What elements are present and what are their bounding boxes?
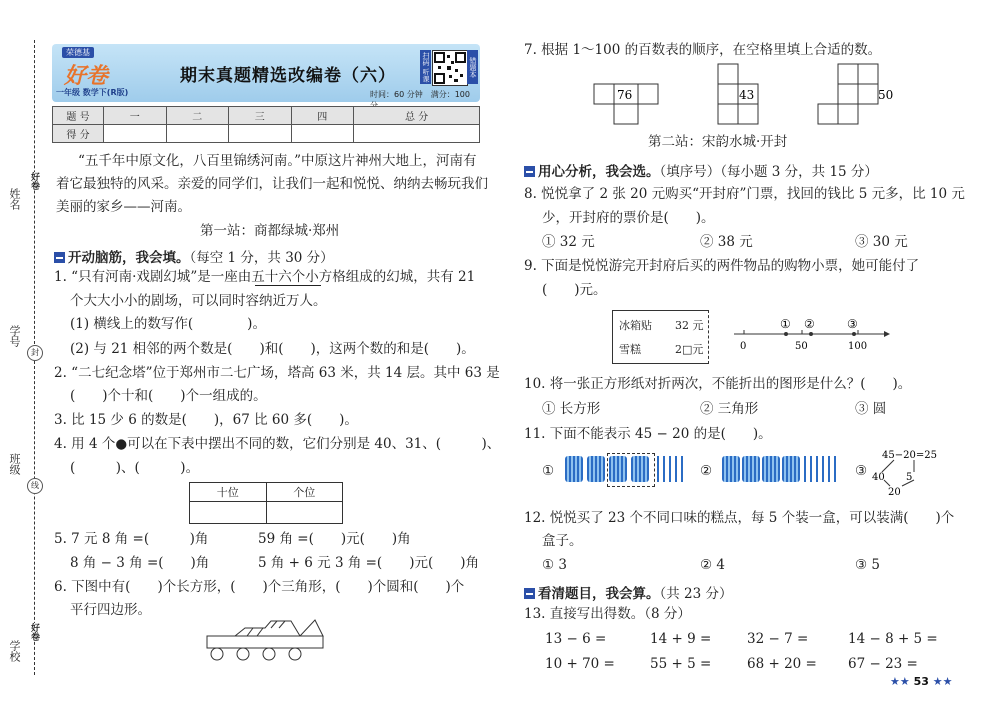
time-score: 时间：60 分钟 满分：100 分 xyxy=(370,90,470,110)
score-input[interactable] xyxy=(354,125,480,143)
station-title: 第二站：宋韵水城·开封 xyxy=(648,134,788,150)
qr-code-icon[interactable] xyxy=(432,50,468,86)
option[interactable]: ① 长方形 xyxy=(542,401,601,417)
calc-item: 32 − 7 = xyxy=(747,631,809,647)
score-input[interactable] xyxy=(229,125,292,143)
question-10: 10. 将一张正方形纸对折两次，不能折出的图形是什么？( )。 xyxy=(524,376,912,392)
table-cell: 得 分 xyxy=(53,125,104,143)
brand-stamp-1: 好卷 xyxy=(29,172,39,190)
stick-bundles-1 xyxy=(565,453,690,486)
hundred-chart-puzzles xyxy=(590,62,910,130)
intro-line: 美丽的家乡——河南。 xyxy=(56,199,191,215)
star-icon: ★★ xyxy=(890,675,910,688)
school-label: 学校 xyxy=(8,640,21,662)
question-13: 13. 直接写出得数。（8 分） xyxy=(524,606,691,622)
score-table xyxy=(52,106,480,143)
question-4: 4. 用 4 个●可以在下表中摆出不同的数，它们分别是 40、31、( )、 xyxy=(54,436,501,452)
question-5b: 59 角 =( )元( )角 xyxy=(258,531,411,547)
question-3: 3. 比 15 少 6 的数是( )，67 比 60 多( )。 xyxy=(54,412,358,428)
question-1-line: 个大大小小的剧场，可以同时容纳近万人。 xyxy=(70,293,327,309)
table-header: 个位 xyxy=(266,483,343,502)
score-table-row xyxy=(53,125,480,143)
question-7: 7. 根据 1～100 的百数表的顺序，在空格里填上合适的数。 xyxy=(524,42,882,58)
question-6: 6. 下图中有( )个长方形，( )个三角形，( )个圆和( )个 xyxy=(54,579,465,595)
axis-label: 100 xyxy=(848,341,868,352)
question-4-line: ( )、( )。 xyxy=(70,460,200,476)
question-2-line: ( )个十和( )个一组成的。 xyxy=(70,388,267,404)
table-cell[interactable] xyxy=(190,502,267,524)
header-banner xyxy=(52,44,480,110)
place-value-table xyxy=(189,482,343,524)
puzzle-number: 43 xyxy=(739,88,755,102)
question-12-line: 盒子。 xyxy=(542,533,583,549)
question-5c: 8 角 − 3 角 =( )角 xyxy=(70,555,210,571)
option[interactable]: ③ 5 xyxy=(855,557,880,573)
receipt-item: 雪糕 xyxy=(619,343,641,356)
section-heading: 开动脑筋，我会填。（每空 1 分，共 30 分） xyxy=(54,246,334,266)
brand-stamp-2: 好卷 xyxy=(29,623,39,641)
score-input[interactable] xyxy=(166,125,229,143)
axis-mark: ③ xyxy=(847,317,858,331)
student-id-label: 学号 xyxy=(8,325,21,347)
question-11: 11. 下面不能表示 45 − 20 的是( )。 xyxy=(524,426,772,442)
question-8: 8. 悦悦拿了 2 张 20 元购买“开封府”门票，找回的钱比 5 元多，比 10 元 xyxy=(524,186,965,202)
line-mark: 线 xyxy=(27,478,43,494)
stick-bundles-2 xyxy=(722,453,847,486)
calc-item: 67 − 23 = xyxy=(848,656,918,672)
receipt-price: 32 元 xyxy=(675,319,704,332)
section-icon xyxy=(524,166,535,177)
number-line xyxy=(730,316,890,354)
calc-item: 55 + 5 = xyxy=(650,656,712,672)
section-heading: 用心分析，我会选。（填序号）（每小题 3 分，共 15 分） xyxy=(524,160,878,180)
table-cell: 一 xyxy=(104,107,167,125)
subtraction-tree xyxy=(868,446,944,498)
axis-mark: ② xyxy=(804,317,815,331)
section-icon xyxy=(524,588,535,599)
underline xyxy=(255,285,321,286)
page-number: ★★ 53 ★★ xyxy=(890,675,953,688)
option[interactable]: ③ xyxy=(855,463,868,479)
calc-item: 68 + 20 = xyxy=(747,656,817,672)
grade-label: 一年级 数学下(R版) xyxy=(56,88,129,97)
station-title: 第一站：商都绿城·郑州 xyxy=(200,223,340,239)
class-label: 班级 xyxy=(8,453,21,475)
qr-right-label: 错题本 xyxy=(467,50,478,84)
option[interactable]: ② 三角形 xyxy=(700,401,759,417)
section-icon xyxy=(54,252,65,263)
question-8-line: 少，开封府的票价是( )。 xyxy=(542,210,715,226)
tree-node: 5 xyxy=(906,472,913,483)
table-cell: 题 号 xyxy=(53,107,104,125)
axis-label: 50 xyxy=(795,341,808,352)
question-1: 1. “只有河南·戏剧幻城”是一座由五十六个小方格组成的幻城，共有 21 xyxy=(54,269,476,285)
tree-node: 40 xyxy=(872,472,885,483)
tree-node: 20 xyxy=(888,487,901,498)
question-5d: 5 角 + 6 元 3 角 =( )元( )角 xyxy=(258,555,479,571)
table-cell: 总 分 xyxy=(354,107,480,125)
section-heading: 看清题目，我会算。（共 23 分） xyxy=(524,582,733,602)
star-icon: ★★ xyxy=(932,675,953,688)
vehicle-figure xyxy=(205,618,325,668)
question-9: 9. 下面是悦悦游完开封府后买的两件物品的购物小票，她可能付了 xyxy=(524,258,920,274)
binding-margin xyxy=(0,40,45,680)
receipt xyxy=(612,310,709,364)
option[interactable]: ① 3 xyxy=(542,557,567,573)
calc-item: 14 + 9 = xyxy=(650,631,712,647)
score-input[interactable] xyxy=(291,125,354,143)
axis-label: 0 xyxy=(740,341,747,352)
option[interactable]: ② 4 xyxy=(700,557,725,573)
question-5a: 5. 7 元 8 角 =( )角 xyxy=(54,531,209,547)
question-6-line: 平行四边形。 xyxy=(70,602,151,618)
axis-mark: ① xyxy=(780,317,791,331)
question-1-sub2: (2) 与 21 相邻的两个数是( )和( )，这两个数的和是( )。 xyxy=(70,341,475,357)
receipt-price: 2□元 xyxy=(675,343,704,356)
qr-left-label: 扫码 听课 xyxy=(422,51,430,83)
option[interactable]: ③ 圆 xyxy=(855,401,887,417)
table-cell: 三 xyxy=(229,107,292,125)
question-9-line: ( )元。 xyxy=(542,282,607,298)
brand-small: 荣德基 xyxy=(62,47,94,58)
option[interactable]: ① xyxy=(542,463,555,479)
table-header: 十位 xyxy=(190,483,267,502)
puzzle-number: 76 xyxy=(617,88,633,102)
table-cell: 二 xyxy=(166,107,229,125)
table-cell: 四 xyxy=(291,107,354,125)
option[interactable]: ② 38 元 xyxy=(700,234,753,250)
seal-mark: 封 xyxy=(27,345,43,361)
score-table-header xyxy=(53,107,480,125)
exam-title: 期末真题精选改编卷（六） xyxy=(180,66,396,86)
option[interactable]: ① 32 元 xyxy=(542,234,595,250)
calc-item: 13 − 6 = xyxy=(545,631,607,647)
brand-logo: 好卷 xyxy=(64,64,109,89)
receipt-item: 冰箱贴 xyxy=(619,319,652,332)
score-input[interactable] xyxy=(104,125,167,143)
question-12: 12. 悦悦买了 23 个不同口味的糕点，每 5 个装一盒，可以装满( )个 xyxy=(524,510,955,526)
calc-item: 10 + 70 = xyxy=(545,656,615,672)
calc-item: 14 − 8 + 5 = xyxy=(848,631,938,647)
question-1-sub1: (1) 横线上的数写作( )。 xyxy=(70,316,266,332)
option[interactable]: ② xyxy=(700,463,713,479)
intro-line: 着它最独特的风采。亲爱的同学们，让我们一起和悦悦、纳纳去畅玩我们 xyxy=(56,176,488,192)
name-label: 姓名 xyxy=(8,188,21,210)
table-cell[interactable] xyxy=(266,502,343,524)
tree-eq: 45−20=25 xyxy=(882,450,937,461)
question-2: 2. “二七纪念塔”位于郑州市二七广场，塔高 63 米，共 14 层。其中 63 是 xyxy=(54,365,500,381)
option[interactable]: ③ 30 元 xyxy=(855,234,908,250)
puzzle-number: 50 xyxy=(878,88,894,102)
intro-line: “五千年中原文化，八百里锦绣河南。”中原这片神州大地上，河南有 xyxy=(78,153,477,169)
